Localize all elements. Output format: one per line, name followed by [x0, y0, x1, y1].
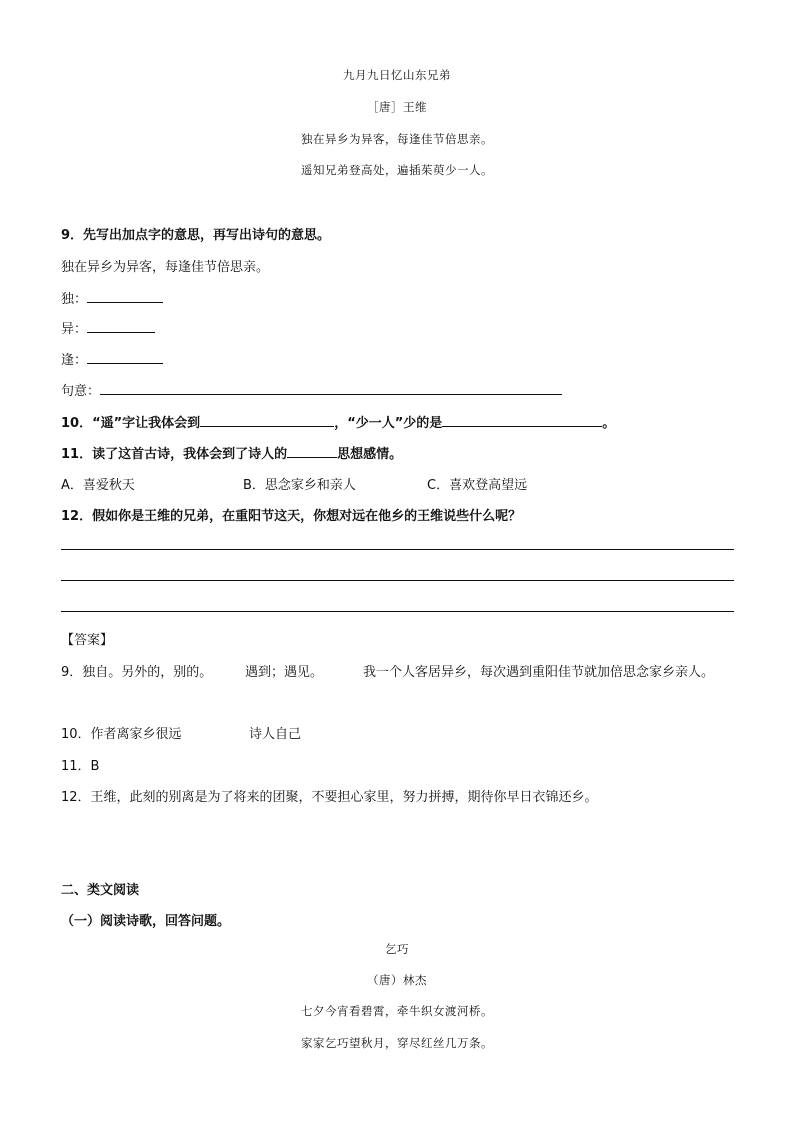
poem-title: 九月九日忆山东兄弟: [343, 68, 451, 82]
question-11-part1: 11．读了这首古诗，我体会到了诗人的: [61, 447, 288, 462]
fill-feng: [61, 349, 163, 368]
answers-header: 【答案】: [61, 633, 114, 648]
poem-line-1: 独在异乡为异客，每逢佳节倍思亲。: [301, 132, 493, 146]
question-11: [61, 443, 402, 462]
answer-line-3[interactable]: [61, 611, 734, 612]
question-9-prompt: 9．先写出加点字的意思，再写出诗句的意思。: [61, 228, 331, 243]
answer-line-1[interactable]: [61, 549, 734, 550]
question-11-part2: 思想感情。: [337, 447, 403, 462]
fill-juyi-label: 句意：: [61, 384, 101, 399]
option-c[interactable]: C．喜欢登高望远: [427, 478, 528, 493]
poem-2-line-1: 七夕今宵看碧霄，牵牛织女渡河桥。: [301, 1004, 493, 1018]
fill-yi-label: 异：: [61, 322, 88, 337]
answer-11: 11．B: [61, 759, 100, 774]
question-10-part2: ，“少一人”少的是: [334, 416, 443, 431]
fill-juyi: [61, 380, 562, 399]
answer-10-part1: 10．作者离家乡很远: [61, 727, 182, 742]
answer-12: 12．王维，此刻的别离是为了将来的团聚，不要担心家里，努力拼搏，期待你早日衣锦还乡。: [61, 790, 598, 805]
question-12-prompt: 12．假如你是王维的兄弟，在重阳节这天，你想对远在他乡的王维说些什么呢？: [61, 509, 522, 524]
poem-2-author: （唐）林杰: [367, 973, 427, 987]
question-9-sentence: 独在异乡为异客，每逢佳节倍思亲。: [61, 260, 270, 275]
fill-juyi-blank[interactable]: [100, 382, 562, 395]
fill-feng-blank[interactable]: [87, 351, 163, 364]
answer-9-part3: 我一个人客居异乡，每次遇到重阳佳节就加倍思念家乡亲人。: [363, 665, 715, 680]
answer-9-part1: 9．独自。另外的，别的。: [61, 665, 213, 680]
question-10-part1: 10．“遥”字让我体会到: [61, 416, 201, 431]
option-a[interactable]: A．喜爱秋天: [61, 478, 135, 493]
answer-9-part2: 遇到；遇见。: [245, 665, 324, 680]
question-10-blank-2[interactable]: [442, 414, 602, 427]
answer-10-part2: 诗人自己: [249, 727, 302, 742]
fill-yi-blank[interactable]: [87, 320, 155, 333]
question-11-blank[interactable]: [287, 445, 337, 458]
fill-du-blank[interactable]: [87, 290, 163, 303]
section-2-title: 二、类文阅读: [61, 883, 140, 898]
question-10-part3: 。: [602, 416, 616, 431]
question-10-blank-1[interactable]: [200, 414, 334, 427]
poem-2-line-2: 家家乞巧望秋月，穿尽红丝几万条。: [301, 1036, 493, 1050]
option-b[interactable]: B．思念家乡和亲人: [243, 478, 356, 493]
question-10: [61, 412, 615, 431]
poem-line-2: 遥知兄弟登高处，遍插茱萸少一人。: [301, 163, 493, 177]
fill-du: [61, 288, 163, 307]
fill-du-label: 独：: [61, 292, 88, 307]
fill-yi: [61, 318, 155, 337]
poem-author: ［唐］王维: [367, 100, 427, 114]
poem-2-title: 乞巧: [385, 942, 409, 956]
section-2-subtitle: （一）阅读诗歌，回答问题。: [61, 914, 231, 929]
fill-feng-label: 逢：: [61, 353, 88, 368]
answer-line-2[interactable]: [61, 580, 734, 581]
